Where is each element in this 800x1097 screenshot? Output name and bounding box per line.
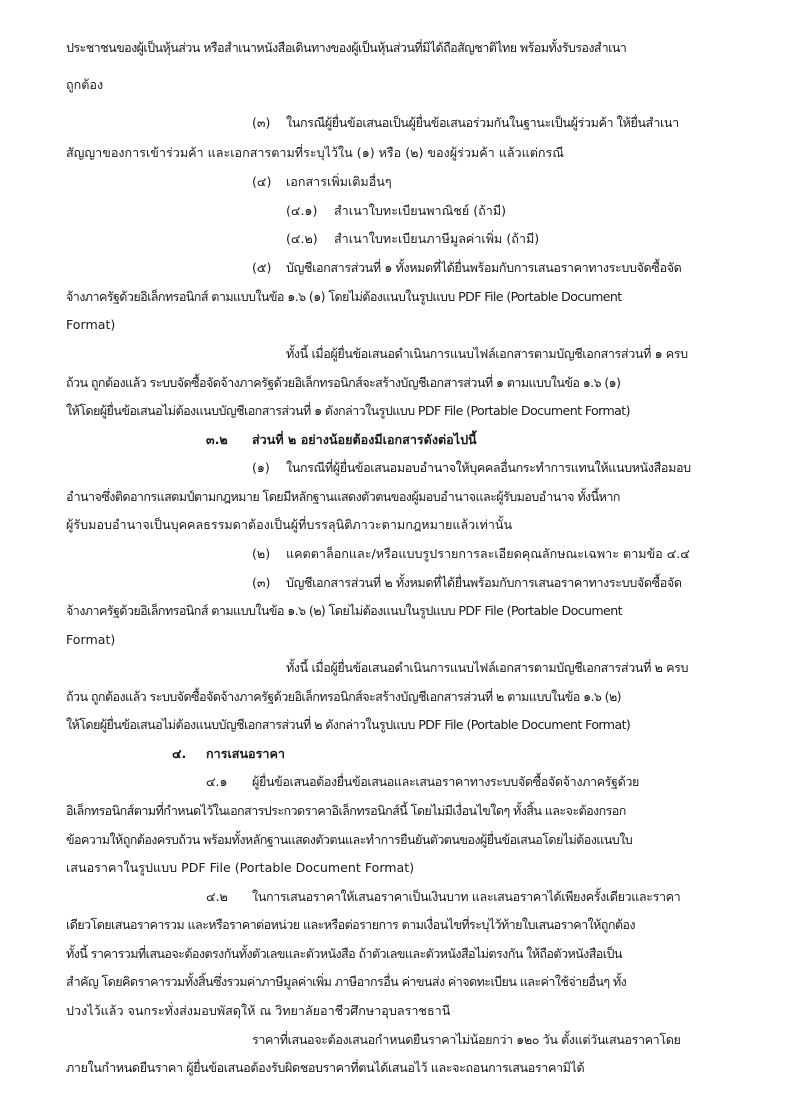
item-number: ๔.๒ bbox=[206, 889, 228, 904]
section-heading: การเสนอราคา bbox=[206, 746, 285, 761]
item-number: (๓) bbox=[252, 115, 271, 130]
text-line: เอกสารเพิ่มเติมอื่นๆ bbox=[286, 174, 392, 189]
text-line: เสนอราคาในรูปแบบ PDF File (Portable Document Format) bbox=[66, 860, 415, 875]
item-number: (๔.๑) bbox=[286, 203, 318, 218]
text-line: ทั้งนี้ เมื่อผู้ยื่นข้อเสนอดำเนินการแนบไฟล์เอกสารตามบัญชีเอกสารส่วนที่ ๒ ครบ bbox=[286, 660, 689, 675]
text-line: จ้างภาครัฐด้วยอิเล็กทรอนิกส์ ตามแบบในข้อ ๑.๖ (๑) โดยไม่ต้องแนบในรูปแบบ PDF File (Portable Document bbox=[66, 289, 622, 304]
section-heading: ส่วนที่ ๒ อย่างน้อยต้องมีเอกสารดังต่อไปนี้ bbox=[252, 432, 477, 447]
text-line: จ้างภาครัฐด้วยอิเล็กทรอนิกส์ ตามแบบในข้อ ๑.๖ (๒) โดยไม่ต้องแนบในรูปแบบ PDF File (Portable Document bbox=[66, 603, 622, 618]
text-line: ถ้วน ถูกต้องแล้ว ระบบจัดซื้อจัดจ้างภาครัฐด้วยอิเล็กทรอนิกส์จะสร้างบัญชีเอกสารส่วนที่ ๒ ตามแบบในข้อ ๑.๖ (๒) bbox=[66, 689, 621, 704]
text-line: ข้อความให้ถูกต้องครบถ้วน พร้อมทั้งหลักฐานแสดงตัวตนและทำการยืนยันตัวตนของผู้ยื่นข้อเสนอโดยไม่ต้องแนบใบ bbox=[66, 832, 633, 847]
item-number: (๔) bbox=[252, 174, 272, 189]
item-number: (๒) bbox=[252, 546, 271, 561]
text-line: ปวงไว้แล้ว จนกระทั่งส่งมอบพัสดุให้ ณ วิทยาลัยอาชีวศึกษาอุบลราชธานี bbox=[66, 1003, 451, 1018]
text-line: สำเนาใบทะเบียนภาษีมูลค่าเพิ่ม (ถ้ามี) bbox=[334, 231, 540, 246]
text-line: ทั้งนี้ ราคารวมที่เสนอจะต้องตรงกันทั้งตัวเลขและตัวหนังสือ ถ้าตัวเลขและตัวหนังสือไม่ตรงกัน ให้ถือตัวหนังสือเป็น bbox=[66, 946, 622, 961]
text-line: สัญญาของการเข้าร่วมค้า และเอกสารตามที่ระบุไว้ใน (๑) หรือ (๒) ของผู้ร่วมค้า แล้วแต่กรณี bbox=[66, 145, 564, 160]
text-line: เดียวโดยเสนอราคารวม และหรือราคาต่อหน่วย และหรือต่อรายการ ตามเงื่อนไขที่ระบุไว้ท้ายใบเสนอราคาให้ถูกต้อง bbox=[66, 917, 635, 932]
text-line: ราคาที่เสนอจะต้องเสนอกำหนดยืนราคาไม่น้อยกว่า ๑๒๐ วัน ตั้งแต่วันเสนอราคาโดย bbox=[252, 1032, 681, 1047]
text-line: บัญชีเอกสารส่วนที่ ๒ ทั้งหมดที่ได้ยื่นพร้อมกับการเสนอราคาทางระบบจัดซื้อจัด bbox=[286, 575, 682, 590]
item-number: (๑) bbox=[252, 460, 270, 475]
text-line: สำคัญ โดยคิดราคารวมทั้งสิ้นซึ่งรวมค่าภาษีมูลค่าเพิ่ม ภาษีอากรอื่น ค่าขนส่ง ค่าจดทะเบียน และค่าใช้จ่ายอื่นๆ ทั้ง bbox=[66, 974, 627, 989]
text-line: ในกรณีที่ผู้ยื่นข้อเสนอมอบอำนาจให้บุคคลอื่นกระทำการแทนให้แนบหนังสือมอบ bbox=[286, 460, 691, 475]
text-line: ถูกต้อง bbox=[66, 77, 104, 92]
text-line: สำเนาใบทะเบียนพาณิชย์ (ถ้ามี) bbox=[334, 203, 507, 218]
text-line: ถ้วน ถูกต้องแล้ว ระบบจัดซื้อจัดจ้างภาครัฐด้วยอิเล็กทรอนิกส์จะสร้างบัญชีเอกสารส่วนที่ ๑ ตามแบบในข้อ ๑.๖ (๑) bbox=[66, 375, 621, 390]
text-line: ในกรณีผู้ยื่นข้อเสนอเป็นผู้ยื่นข้อเสนอร่วมกันในฐานะเป็นผู้ร่วมค้า ให้ยื่นสำเนา bbox=[286, 115, 679, 130]
section-number: ๓.๒ bbox=[206, 432, 228, 447]
text-line: ในการเสนอราคาให้เสนอราคาเป็นเงินบาท และเสนอราคาได้เพียงครั้งเดียวและราคา bbox=[252, 889, 681, 904]
text-line: ทั้งนี้ เมื่อผู้ยื่นข้อเสนอดำเนินการแนบไฟล์เอกสารตามบัญชีเอกสารส่วนที่ ๑ ครบ bbox=[286, 346, 688, 361]
text-line: Format) bbox=[66, 632, 116, 647]
text-line: ผู้รับมอบอำนาจเป็นบุคคลธรรมดาต้องเป็นผู้ที่บรรลุนิติภาวะตามกฎหมายแล้วเท่านั้น bbox=[66, 517, 513, 532]
item-number: (๓) bbox=[252, 575, 271, 590]
text-line: Format) bbox=[66, 317, 116, 332]
text-line: ภายในกำหนดยืนราคา ผู้ยื่นข้อเสนอต้องรับผิดชอบราคาที่ตนได้เสนอไว้ และจะถอนการเสนอราคามิได้ bbox=[66, 1060, 585, 1075]
text-line: ผู้ยื่นข้อเสนอต้องยื่นข้อเสนอและเสนอราคาทางระบบจัดซื้อจัดจ้างภาครัฐด้วย bbox=[252, 774, 640, 789]
text-line: บัญชีเอกสารส่วนที่ ๑ ทั้งหมดที่ได้ยื่นพร้อมกับการเสนอราคาทางระบบจัดซื้อจัด bbox=[286, 260, 682, 275]
text-line: แคตตาล็อกและ/หรือแบบรูปรายการละเอียดคุณลักษณะเฉพาะ ตามข้อ ๔.๔ bbox=[286, 546, 690, 561]
item-number: (๔.๒) bbox=[286, 231, 318, 246]
item-number: ๔.๑ bbox=[206, 774, 228, 789]
section-number: ๔. bbox=[172, 746, 187, 761]
text-line: อิเล็กทรอนิกส์ตามที่กำหนดไว้ในเอกสารประกวดราคาอิเล็กทรอนิกส์นี้ โดยไม่มีเงื่อนไขใดๆ ทั้งสิ้น และจะต้องกรอก bbox=[66, 803, 626, 818]
item-number: (๕) bbox=[252, 260, 272, 275]
text-line: อำนาจซึ่งติดอากรแสตมป์ตามกฎหมาย โดยมีหลักฐานแสดงตัวตนของผู้มอบอำนาจและผู้รับมอบอำนาจ ทั้งนี้หาก bbox=[66, 489, 620, 504]
text-line: ให้โดยผู้ยื่นข้อเสนอไม่ต้องแนบบัญชีเอกสารส่วนที่ ๒ ดังกล่าวในรูปแบบ PDF File (Portable Document Format) bbox=[66, 717, 631, 732]
text-line: ประชาชนของผู้เป็นหุ้นส่วน หรือสำเนาหนังสือเดินทางของผู้เป็นหุ้นส่วนที่มิได้ถือสัญชาติไทย พร้อมทั้งรับรองสำเนา bbox=[66, 40, 627, 55]
text-line: ให้โดยผู้ยื่นข้อเสนอไม่ต้องแนบบัญชีเอกสารส่วนที่ ๑ ดังกล่าวในรูปแบบ PDF File (Portable Document Format) bbox=[66, 403, 630, 418]
